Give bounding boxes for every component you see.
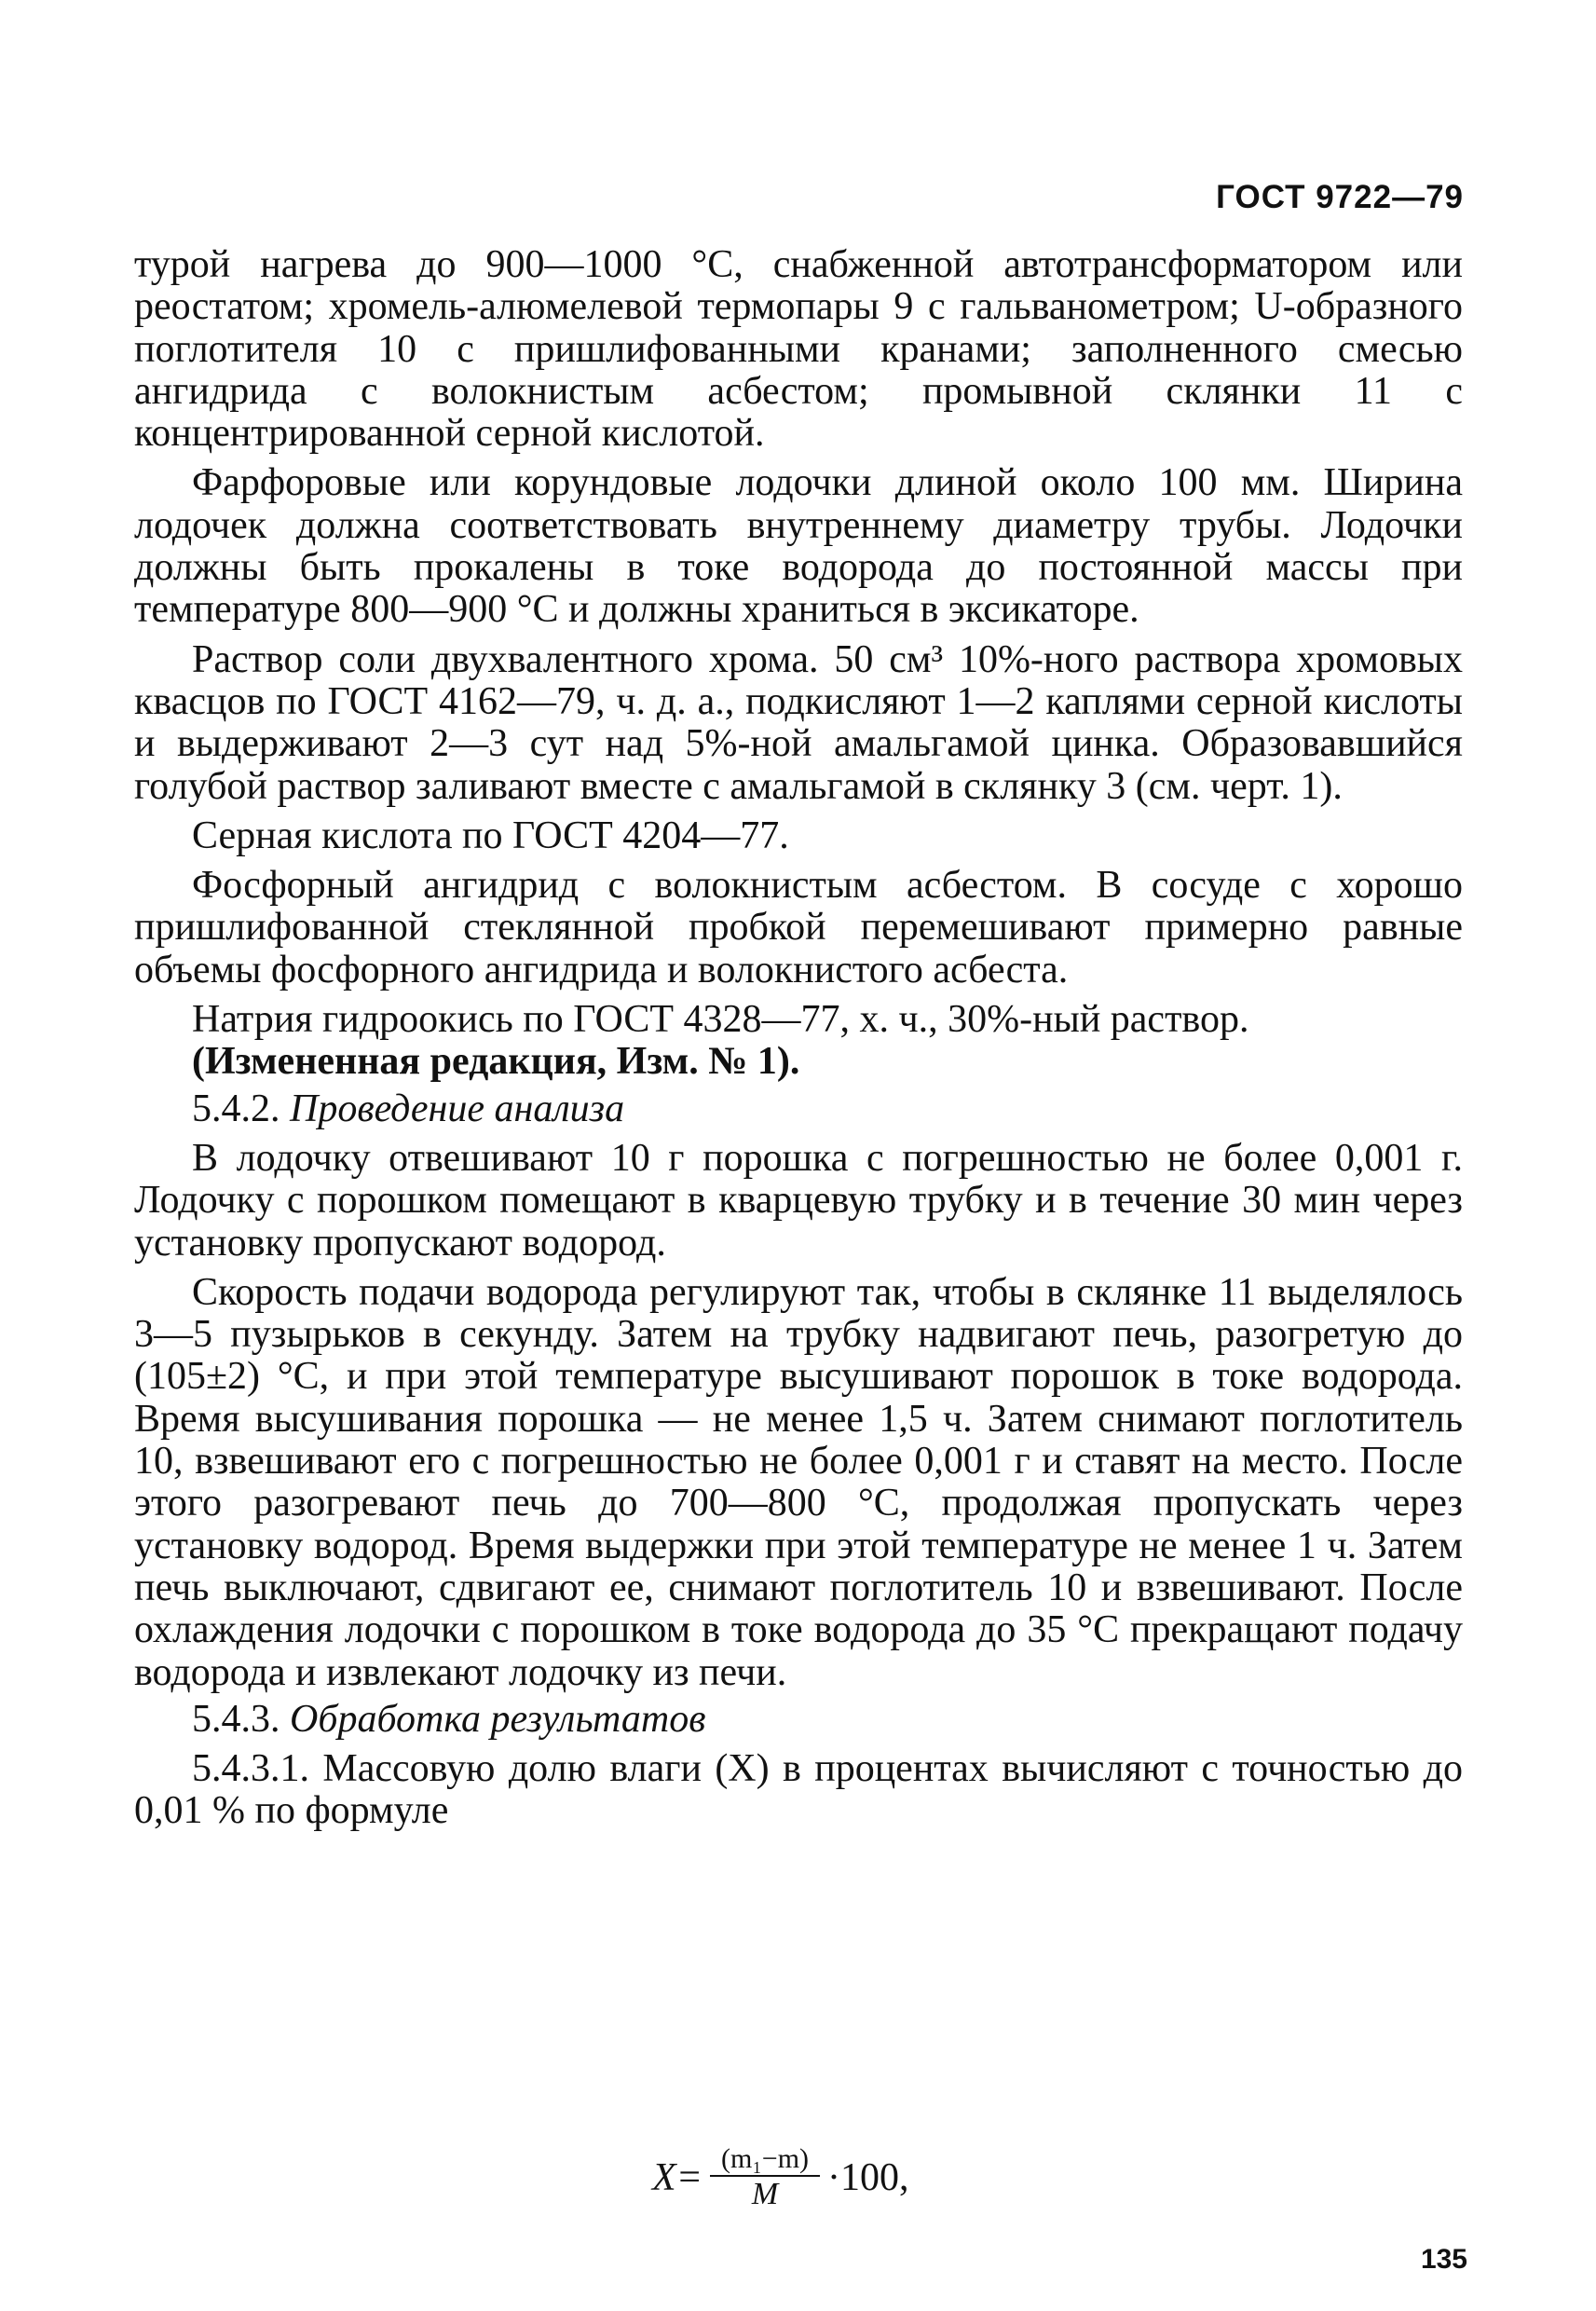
paragraph-sulfuric-acid: Серная кислота по ГОСТ 4204—77.: [192, 814, 789, 857]
formula-numerator: (m₁−m): [710, 2143, 820, 2177]
section-title: Обработка результатов: [290, 1697, 706, 1741]
paragraph-phosphoric-anhydride: Фосфорный ангидрид с волокнистым асбестом. В сосуде с хорошо пришлифованной стеклянной пробкой перемешивают примерно равные объемы фосфорного ангидрида и волокнистого асбеста.: [134, 864, 1463, 991]
page-number: 135: [1420, 2244, 1467, 2275]
formula-lhs: X=: [652, 2156, 703, 2199]
formula: [652, 2143, 909, 2212]
section-number: 5.4.2.: [192, 1087, 280, 1130]
section-heading-5-4-3: [134, 1699, 1463, 1741]
amendment-note: (Измененная редакция, Изм. № 1).: [192, 1040, 800, 1084]
paragraph-boats: Фарфоровые или корундовые лодочки длиной около 100 мм. Ширина лодочек должна соответствовать внутреннему диаметру трубы. Лодочки должны быть прокалены в токе водорода до постоянной массы при температуре 800—900 °С и должны храниться в эксикаторе.: [134, 461, 1463, 632]
section-title: Проведение анализа: [290, 1087, 625, 1130]
paragraph-procedure-1: В лодочку отвешивают 10 г порошка с погрешностью не более 0,001 г. Лодочку с порошком помещают в кварцевую трубку и в течение 30 мин через установку пропускают водород.: [134, 1136, 1463, 1265]
formula-fraction: [710, 2143, 820, 2212]
section-heading-5-4-2: [134, 1088, 1463, 1130]
formula-rhs: ·100,: [827, 2156, 909, 2199]
paragraph-5-4-3-1: 5.4.3.1. Массовую долю влаги (X) в процентах вычисляют с точностью до 0,01 % по формуле: [134, 1747, 1463, 1833]
paragraph-continuation: турой нагрева до 900—1000 °С, снабженной автотрансформатором или реостатом; хромель-алюмелевой термопары 9 с гальванометром; U-образного поглотителя 10 с пришлифованными кранами; заполненного смесью ангидрида с волокнистым асбестом; промывной склянки 11 с концентрированной серной кислотой.: [134, 243, 1463, 456]
section-number: 5.4.3.: [192, 1697, 280, 1741]
page-body: [134, 244, 1463, 1833]
paragraph-chromium-solution: Раствор соли двухвалентного хрома. 50 см³ 10%-ного раствора хромовых квасцов по ГОСТ 4162—79, ч. д. а., подкисляют 1—2 каплями серной кислоты и выдерживают 2—3 сут над 5%-ной амальгамой цинка. Образовавшийся голубой раствор заливают вместе с амальгамой в склянку 3 (см. черт. 1).: [134, 637, 1463, 808]
paragraph-sodium-hydroxide: Натрия гидроокись по ГОСТ 4328—77, х. ч., 30%-ный раствор.: [192, 998, 1249, 1042]
paragraph-procedure-2: Скорость подачи водорода регулируют так, чтобы в склянке 11 выделялось 3—5 пузырьков в секунду. Затем на трубку надвигают печь, разогретую до (105±2) °С, и при этой температуре высушивают порошок в токе водорода. Время высушивания порошка — не менее 1,5 ч. Затем снимают поглотитель 10, взвешивают его с погрешностью не более 0,001 г и ставят на место. После этого разогревают печь до 700—800 °С, продолжая пропускать через установку водород. Время выдержки при этой температуре не менее 1 ч. Затем печь выключают, сдвигают ее, снимают поглотитель 10 и взвешивают. После охлаждения лодочки с порошком в токе водорода до 35 °С прекращают подачу водорода и извлекают лодочку из печи.: [134, 1270, 1463, 1694]
document-header: ГОСТ 9722—79: [1216, 179, 1464, 215]
formula-denominator: M: [751, 2177, 779, 2211]
